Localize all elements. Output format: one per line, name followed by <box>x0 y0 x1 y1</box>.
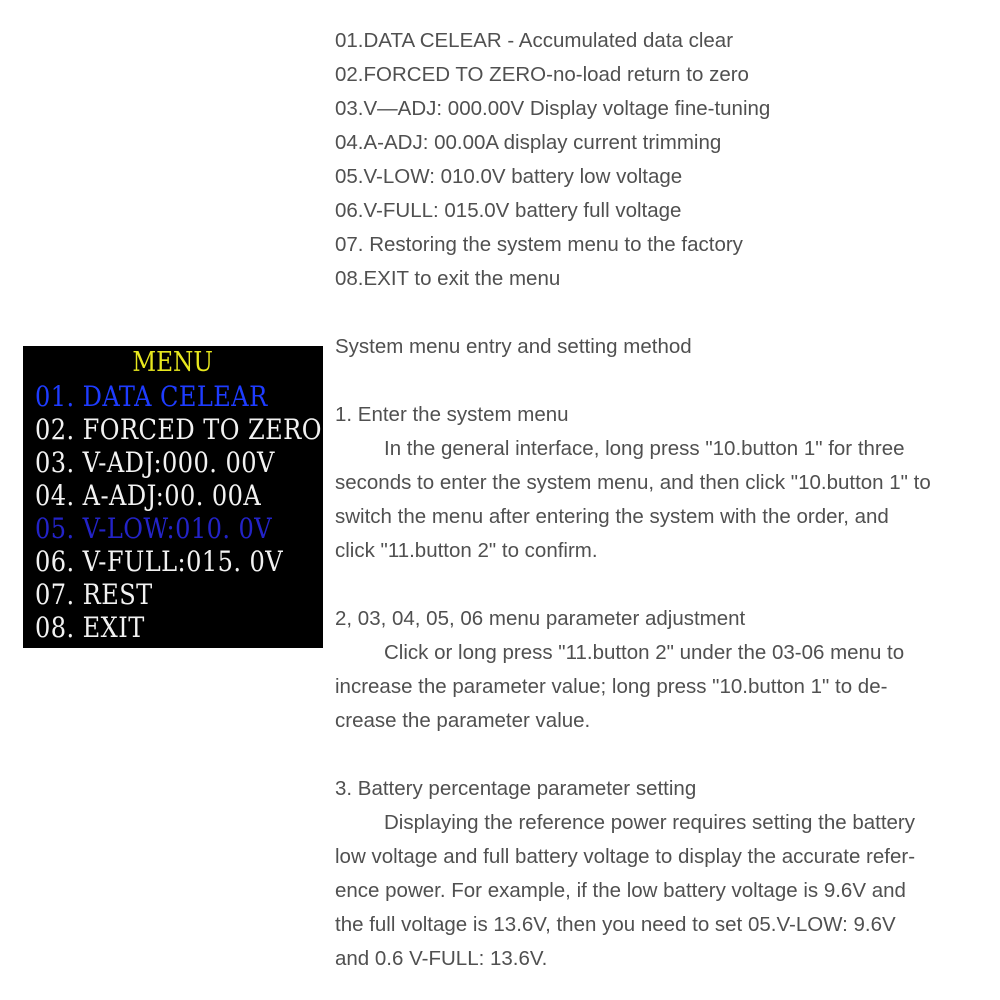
step2-heading: 2, 03, 04, 05, 06 menu parameter adjustment <box>335 607 746 630</box>
step2-text-line: crease the parameter value. <box>335 709 591 732</box>
lcd-menu-item-rest: 07. REST <box>35 578 153 611</box>
lcd-menu-item-forced-zero: 02. FORCED TO ZERO <box>35 413 322 446</box>
list-item: 07. Restoring the system menu to the factory <box>335 233 743 256</box>
menu-description-list <box>335 24 985 296</box>
lcd-menu-screen <box>23 346 323 648</box>
step1-heading: 1. Enter the system menu <box>335 403 569 426</box>
lcd-menu-item-v-adj: 03. V-ADJ:000. 00V <box>35 446 275 479</box>
section-heading: System menu entry and setting method <box>335 335 692 358</box>
lcd-menu-item-v-full: 06. V-FULL:015. 0V <box>35 545 284 578</box>
list-item: 08.EXIT to exit the menu <box>335 267 561 290</box>
list-item: 02.FORCED TO ZERO-no-load return to zero <box>335 63 749 86</box>
step1-text-line: click "11.button 2" to confirm. <box>335 539 598 562</box>
lcd-menu-item-a-adj: 04. A-ADJ:00. 00A <box>35 479 262 512</box>
step3-text-line: Displaying the reference power requires setting the battery <box>384 811 916 834</box>
lcd-menu-title: MENU <box>132 347 213 378</box>
list-item: 03.V—ADJ: 000.00V Display voltage fine-tuning <box>335 97 771 120</box>
list-item: 06.V-FULL: 015.0V battery full voltage <box>335 199 682 222</box>
list-item: 04.A-ADJ: 00.00A display current trimming <box>335 131 722 154</box>
step3-text-line: and 0.6 V-FULL: 13.6V. <box>335 947 548 970</box>
lcd-menu-item-v-low: 05. V-LOW:010. 0V <box>35 512 273 545</box>
step3-text-line: low voltage and full battery voltage to display the accurate refer- <box>335 845 916 868</box>
lcd-menu-item-data-clear: 01. DATA CELEAR <box>35 380 268 413</box>
step3-text-line: ence power. For example, if the low battery voltage is 9.6V and <box>335 879 906 902</box>
step2-text-line: increase the parameter value; long press "10.button 1" to de- <box>335 675 888 698</box>
step3-text-line: the full voltage is 13.6V, then you need to set 05.V-LOW: 9.6V <box>335 913 896 936</box>
step3-heading: 3. Battery percentage parameter setting <box>335 777 697 800</box>
instructions-text <box>335 24 985 976</box>
list-item: 05.V-LOW: 010.0V battery low voltage <box>335 165 683 188</box>
lcd-menu-item-exit: 08. EXIT <box>35 611 145 644</box>
step1-text-line: In the general interface, long press "10.button 1" for three <box>384 437 905 460</box>
step1-text-line: seconds to enter the system menu, and then click "10.button 1" to <box>335 471 931 494</box>
list-item: 01.DATA CELEAR - Accumulated data clear <box>335 29 734 52</box>
step2-text-line: Click or long press "11.button 2" under the 03-06 menu to <box>384 641 905 664</box>
step1-text-line: switch the menu after entering the system with the order, and <box>335 505 889 528</box>
